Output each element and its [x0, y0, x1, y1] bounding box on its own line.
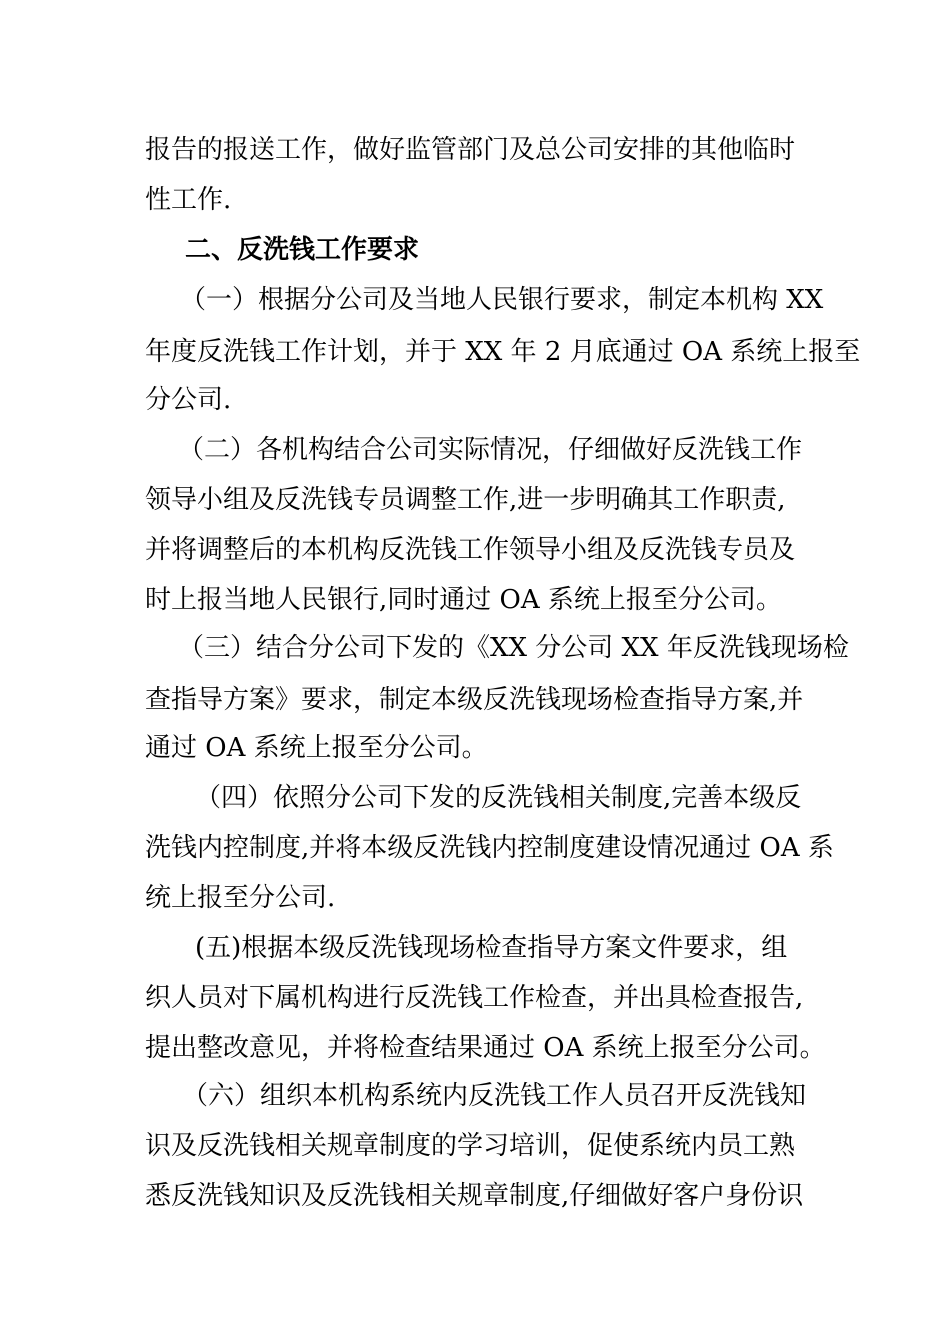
item-1-line-3: 分公司. — [145, 385, 232, 415]
item-5-line-2: 织人员对下属机构进行反洗钱工作检查，并出具检查报告, — [145, 983, 804, 1013]
item-2-line-1: （二）各机构结合公司实际情况，仔细做好反洗钱工作 — [178, 435, 803, 465]
item-3-line-1: （三）结合分公司下发的《XX 分公司 XX 年反洗钱现场检 — [178, 633, 849, 663]
item-1-line-1: （一）根据分公司及当地人民银行要求，制定本机构 XX — [180, 285, 824, 315]
item-6-line-1: （六）组织本机构系统内反洗钱工作人员召开反洗钱知 — [182, 1081, 807, 1111]
item-3-line-2: 查指导方案》要求，制定本级反洗钱现场检查指导方案,并 — [145, 685, 804, 715]
item-4-line-1: （四）依照分公司下发的反洗钱相关制度,完善本级反 — [195, 783, 802, 813]
section-heading: 二、反洗钱工作要求 — [185, 235, 420, 265]
item-2-line-4: 时上报当地人民银行,同时通过 OA 系统上报至分公司。 — [145, 585, 782, 615]
item-4-line-3: 统上报至分公司. — [145, 883, 336, 913]
item-5-line-3: 提出整改意见，并将检查结果通过 OA 系统上报至分公司。 — [145, 1033, 826, 1063]
item-1-line-2: 年度反洗钱工作计划，并于 XX 年 2 月底通过 OA 系统上报至 — [145, 337, 861, 367]
paragraph-line-1: 报告的报送工作，做好监管部门及总公司安排的其他临时 — [145, 135, 796, 165]
item-6-line-2: 识及反洗钱相关规章制度的学习培训，促使系统内员工熟 — [145, 1131, 796, 1161]
item-6-line-3: 悉反洗钱知识及反洗钱相关规章制度,仔细做好客户身份识 — [145, 1181, 804, 1211]
item-4-line-2: 洗钱内控制度,并将本级反洗钱内控制度建设情况通过 OA 系 — [145, 833, 834, 863]
item-2-line-3: 并将调整后的本机构反洗钱工作领导小组及反洗钱专员及 — [145, 535, 796, 565]
item-3-line-3: 通过 OA 系统上报至分公司。 — [145, 733, 488, 763]
item-2-line-2: 领导小组及反洗钱专员调整工作,进一步明确其工作职责, — [145, 485, 786, 515]
item-5-line-1: (五)根据本级反洗钱现场检查指导方案文件要求，组 — [195, 933, 788, 963]
paragraph-line-2: 性工作. — [145, 185, 232, 215]
